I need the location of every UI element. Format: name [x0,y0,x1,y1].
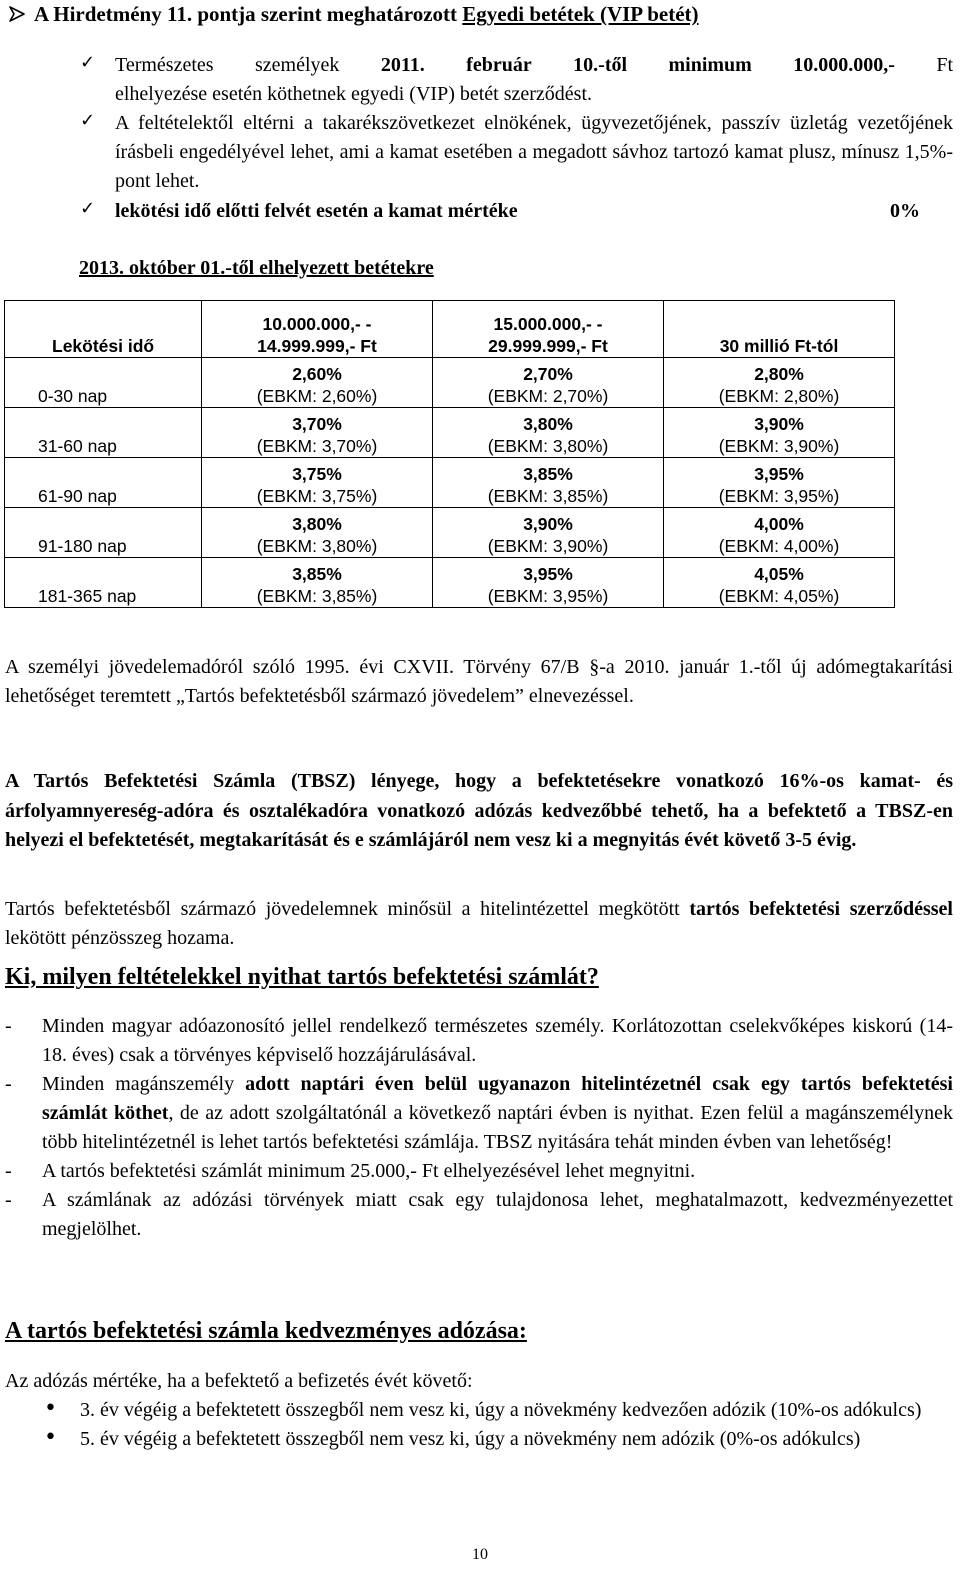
ebkm-value: (EBKM: 3,80%) [256,536,378,556]
rate-value: 3,90% [754,414,804,434]
vip-item-1-word: személyek [254,54,340,76]
checkmark-icon: ✓ [80,52,96,73]
income-text-2: lekötött pénzösszeg hozama. [5,927,235,949]
rate-value: 3,90% [523,514,573,534]
rate-cell [433,558,664,608]
page-number: 10 [472,1546,488,1563]
rate-value: 3,95% [523,564,573,584]
bullet-icon: • [44,1425,57,1450]
rate-value: 3,80% [292,514,342,534]
vip-item-1-word: 10.-től [573,54,628,76]
condition-2-text-c: , de az adott szolgáltatónál a következő naptári évben is nyithat. Ezen felül a magánszemélynek több hitelintézetnél is lehet tartós befektetési számlája. TBSZ nyitására tehát minden évben van lehetőség! [42,1102,954,1153]
header-tier-2-line2: 29.999.999,- Ft [488,336,608,356]
rate-value: 4,05% [754,564,804,584]
list-item [5,1070,953,1157]
checkmark-icon: ✓ [80,110,96,131]
vip-item-1-word: Ft [936,54,954,76]
rate-value: 3,85% [292,564,342,584]
vip-item-1 [115,51,953,109]
tbsz-paragraph: A Tartós Befektetési Számla (TBSZ) lényege, hogy a befektetésekre vonatkozó 16%-os kamat- és árfolyamnyereség-adóra és osztalékadóra vonatkozó adózás kedvezőbbé tehető, ha a befektető a TBSZ-en helyezi el befektetését, megtakarítását és e számlájáról nem vesz ki a megnyitás évét követő 3-5 évig. [5,770,953,851]
rate-value: 2,70% [523,364,573,384]
rate-cell [664,458,895,508]
term-cell: 181-365 nap [5,558,202,608]
table-row [5,558,895,608]
term-cell: 0-30 nap [5,358,202,408]
tax-item-2-text: 5. év végéig a befektetett összegből nem vesz ki, úgy a növekmény nem adózik (0%-os adókulcs) [80,1428,861,1450]
rate-cell [202,558,433,608]
arrow-right-icon [8,2,34,27]
conditions-list [5,1012,953,1244]
vip-item-1-word: minimum [668,54,752,76]
rate-value: 3,70% [292,414,342,434]
ebkm-value: (EBKM: 3,85%) [487,486,609,506]
condition-3-text: A tartós befektetési számlát minimum 25.000,- Ft elhelyezésével lehet megnyitni. [42,1160,696,1182]
ebkm-value: (EBKM: 4,00%) [718,536,840,556]
rate-value: 3,95% [754,464,804,484]
table-row [5,508,895,558]
vip-item-1-word: Természetes [115,54,214,76]
list-item [5,1012,953,1070]
header-tier-1-line1: 10.000.000,- - [262,314,372,334]
section-heading [8,2,699,27]
term-cell: 61-90 nap [5,458,202,508]
list-item [5,1396,953,1425]
ebkm-value: (EBKM: 3,70%) [256,436,378,456]
rate-cell [664,558,895,608]
term-cell: 31-60 nap [5,408,202,458]
tax-list [5,1396,953,1454]
rate-value: 2,80% [754,364,804,384]
vip-item-1-line1 [115,51,953,80]
table-title: 2013. október 01.-től elhelyezett betétekre [79,257,434,279]
vip-item-3-value: 0% [890,200,920,222]
term-cell: 91-180 nap [5,508,202,558]
dash-marker: - [5,1073,12,1095]
rate-cell [433,508,664,558]
rate-cell [202,508,433,558]
dash-marker: - [5,1160,12,1182]
rate-value: 2,60% [292,364,342,384]
rate-cell [433,408,664,458]
ebkm-value: (EBKM: 2,70%) [487,386,609,406]
ebkm-value: (EBKM: 3,95%) [487,586,609,606]
ebkm-value: (EBKM: 3,80%) [487,436,609,456]
ebkm-value: (EBKM: 3,75%) [256,486,378,506]
table-row [5,458,895,508]
heading-text: A Hirdetmény 11. pontja szerint meghatározott [34,2,463,26]
list-item [5,1425,953,1454]
dash-marker: - [5,1189,12,1211]
bullet-icon: • [44,1396,57,1421]
rate-cell [433,358,664,408]
condition-1-text: Minden magyar adóazonosító jellel rendelkező természetes személy. Korlátozottan cselekvőképes kiskorú (14-18. éves) csak a törvényes képviselő hozzájárulásával. [42,1015,953,1066]
rate-value: 4,00% [754,514,804,534]
ebkm-value: (EBKM: 2,80%) [718,386,840,406]
rate-cell [202,458,433,508]
heading-who: Ki, milyen feltételekkel nyithat tartós befektetési számlát? [5,964,599,990]
vip-item-2 [115,109,953,196]
rate-table [4,300,895,608]
rate-cell [664,358,895,408]
rate-cell [664,508,895,558]
heading-tax: A tartós befektetési számla kedvezményes adózása: [5,1318,527,1344]
rate-cell [202,408,433,458]
table-header-row [5,301,895,358]
dash-marker: - [5,1015,12,1037]
rate-value: 3,85% [523,464,573,484]
condition-4-text: A számlának az adózási törvények miatt csak egy tulajdonosa lehet, meghatalmazott, kedvezményezettet megjelölhet. [42,1189,953,1240]
ebkm-value: (EBKM: 3,95%) [718,486,840,506]
vip-item-1-word: 10.000.000,- [793,54,895,76]
header-tier-1-line2: 14.999.999,- Ft [257,336,377,356]
header-tier-2-line1: 15.000.000,- - [493,314,603,334]
vip-item-2-text: A feltételektől eltérni a takarékszövetkezet elnökének, ügyvezetőjének, passzív üzletág vezetőjének írásbeli engedélyével lehet, ami a kamat esetében a megadott sávhoz tartozó kamat plusz, mínusz 1,5%-pont lehet. [115,112,953,192]
header-tier-3: 30 millió Ft-tól [664,301,895,358]
header-tier-1 [202,301,433,358]
header-term: Lekötési idő [5,301,202,358]
table-row [5,358,895,408]
table-row [5,408,895,458]
ebkm-value: (EBKM: 2,60%) [256,386,378,406]
income-text-bold: tartós befektetési szerződéssel [689,898,953,920]
vip-item-3-text: lekötési idő előtti felvét esetén a kamat mértéke [115,200,518,222]
ebkm-value: (EBKM: 3,90%) [487,536,609,556]
list-item [5,1157,953,1186]
header-tier-2 [433,301,664,358]
checkmark-icon: ✓ [80,198,96,219]
ebkm-value: (EBKM: 3,85%) [256,586,378,606]
rate-cell [664,408,895,458]
rate-cell [202,358,433,408]
rate-cell [433,458,664,508]
condition-2-text-a: Minden magánszemély [42,1073,246,1095]
vip-item-1-word: február [466,54,532,76]
list-item [5,1186,953,1244]
tax-item-1-text: 3. év végéig a befektetett összegből nem vesz ki, úgy a növekmény kedvezően adózik (10%-os adókulcs) [80,1399,922,1421]
tax-intro: Az adózás mértéke, ha a befektető a befizetés évét követő: [5,1370,473,1392]
rate-value: 3,80% [523,414,573,434]
heading-underlined: Egyedi betétek (VIP betét) [462,2,699,26]
income-text-1: Tartós befektetésből származó jövedelemnek minősül a hitelintézettel megkötött [5,898,690,920]
ebkm-value: (EBKM: 4,05%) [718,586,840,606]
condition-2-text-bold: adott naptári éven belül ugyanazon hitelintézetnél csak egy tartós befektetési számlát köthet [42,1073,953,1124]
income-paragraph [5,895,953,953]
rate-value: 3,75% [292,464,342,484]
vip-item-1-word: 2011. [380,54,425,76]
vip-item-1-line2: elhelyezése esetén köthetnek egyedi (VIP) betét szerződést. [115,83,593,105]
law-paragraph: A személyi jövedelemadóról szóló 1995. évi CXVII. Törvény 67/B §-a 2010. január 1.-től új adómegtakarítási lehetőséget teremtett „Tartós befektetésből származó jövedelem” elnevezéssel. [5,656,953,707]
ebkm-value: (EBKM: 3,90%) [718,436,840,456]
